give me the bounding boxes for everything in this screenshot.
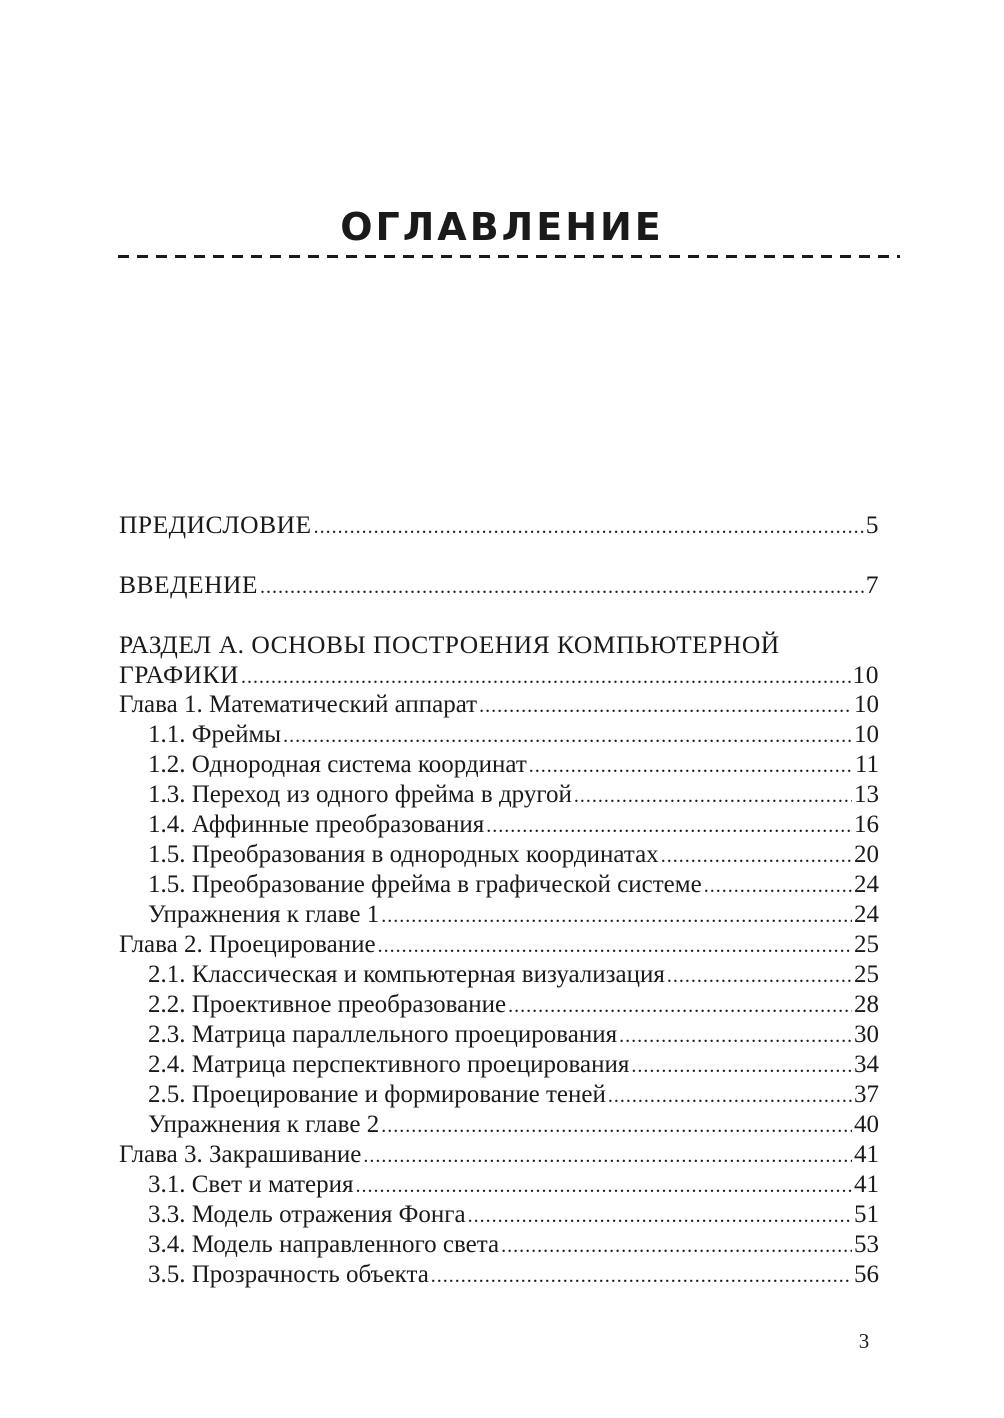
toc-entry-page: 16 <box>854 811 879 838</box>
toc-entry-label: Глава 3. Закрашивание <box>119 1141 362 1168</box>
toc-entry-label: 2.4. Матрица перспективного проецирования <box>148 1051 630 1078</box>
toc-leader-dots <box>468 1201 852 1231</box>
toc-leader-dots <box>608 1081 852 1111</box>
toc-entry-label: 3.4. Модель направленного света <box>148 1231 500 1258</box>
toc-entry-chapter-2[interactable] <box>119 930 879 960</box>
toc-entry-preface[interactable] <box>119 510 879 540</box>
toc-entry-label: 2.1. Классическая и компьютерная визуализация <box>148 961 665 988</box>
toc-leader-dots <box>378 931 852 961</box>
toc-entry-label: 3.5. Прозрачность объекта <box>148 1261 429 1288</box>
toc-entry-1-5b[interactable] <box>119 870 879 900</box>
toc-entry-page: 25 <box>854 931 879 958</box>
page-number: 3 <box>858 1329 870 1353</box>
toc-entry-page: 25 <box>854 961 879 988</box>
toc-leader-dots <box>631 1051 852 1081</box>
toc-entry-1-5a[interactable] <box>119 840 879 870</box>
toc-leader-dots <box>363 1141 852 1171</box>
toc-leader-dots <box>501 1231 852 1261</box>
toc-entry-1-4[interactable] <box>119 810 879 840</box>
toc-entry-page: 24 <box>854 901 879 928</box>
toc-entry-page: 28 <box>854 991 879 1018</box>
toc-leader-dots <box>283 721 852 751</box>
toc-entry-label: ПРЕДИСЛОВИЕ <box>119 510 312 539</box>
page-title: ОГЛАВЛЕНИЕ <box>340 205 664 249</box>
toc-entry-2-1[interactable] <box>119 960 879 990</box>
title-dashed-rule <box>118 255 900 258</box>
toc-entry-page: 10 <box>852 660 879 689</box>
toc-entry-1-1[interactable] <box>119 720 879 750</box>
toc-leader-dots <box>431 1261 852 1291</box>
toc-entry-label: 1.2. Однородная система координат <box>148 751 527 778</box>
toc-entry-page: 53 <box>854 1231 879 1258</box>
toc-entry-intro[interactable] <box>119 570 879 600</box>
toc-entry-page: 20 <box>854 841 879 868</box>
toc-entry-label: Глава 2. Проецирование <box>119 931 376 958</box>
toc-leader-dots <box>574 781 852 811</box>
toc-entry-3-4[interactable] <box>119 1230 879 1260</box>
toc-leader-dots <box>381 1111 852 1141</box>
toc-entry-chapter-3[interactable] <box>119 1140 879 1170</box>
toc-entry-label: 2.3. Матрица параллельного проецирования <box>148 1021 618 1048</box>
toc-leader-dots <box>314 512 864 542</box>
toc-entry-page: 30 <box>854 1021 879 1048</box>
toc-entry-label: ГРАФИКИ <box>119 660 239 689</box>
toc-leader-dots <box>479 691 852 721</box>
toc-entry-2-4[interactable] <box>119 1050 879 1080</box>
toc-entry-2-2[interactable] <box>119 990 879 1020</box>
toc-entry-3-5[interactable] <box>119 1260 879 1290</box>
toc-entry-label: 2.2. Проективное преобразование <box>148 991 507 1018</box>
toc-leader-dots <box>619 1021 852 1051</box>
toc-leader-dots <box>241 662 851 692</box>
toc-entry-label: 1.3. Переход из одного фрейма в другой <box>148 781 572 808</box>
toc-leader-dots <box>260 572 864 602</box>
toc-entry-exercises-2[interactable] <box>119 1110 879 1140</box>
toc-entry-chapter-1[interactable] <box>119 690 879 720</box>
toc-entry-page: 24 <box>854 871 879 898</box>
toc-entry-page: 11 <box>854 751 879 778</box>
toc-entry-1-2[interactable] <box>119 750 879 780</box>
toc-entry-2-5[interactable] <box>119 1080 879 1110</box>
toc-leader-dots <box>704 871 852 901</box>
table-of-contents <box>119 510 879 1290</box>
toc-leader-dots <box>661 841 852 871</box>
toc-entry-label: 1.5. Преобразования в однородных координатах <box>148 841 659 868</box>
toc-entry-page: 40 <box>854 1111 879 1138</box>
toc-entry-1-3[interactable] <box>119 780 879 810</box>
toc-section-a-title[interactable]: РАЗДЕЛ А. ОСНОВЫ ПОСТРОЕНИЯ КОМПЬЮТЕРНОЙ <box>119 630 780 659</box>
toc-entry-page: 7 <box>865 570 879 599</box>
toc-entry-page: 34 <box>854 1051 879 1078</box>
toc-leader-dots <box>381 901 852 931</box>
toc-entry-label: 1.4. Аффинные преобразования <box>148 811 485 838</box>
toc-entry-page: 10 <box>854 721 879 748</box>
toc-entry-page: 13 <box>854 781 879 808</box>
toc-entry-page: 10 <box>854 691 879 718</box>
toc-entry-page: 41 <box>854 1171 879 1198</box>
toc-entry-page: 56 <box>854 1261 879 1288</box>
toc-entry-label: 1.5. Преобразование фрейма в графической системе <box>148 871 702 898</box>
toc-entry-3-3[interactable] <box>119 1200 879 1230</box>
toc-entry-label: Упражнения к главе 2 <box>148 1111 380 1138</box>
toc-entry-label: Глава 1. Математический аппарат <box>119 691 478 718</box>
toc-leader-dots <box>486 811 852 841</box>
toc-entry-3-1[interactable] <box>119 1170 879 1200</box>
toc-entry-label: ВВЕДЕНИЕ <box>119 570 258 599</box>
toc-entry-2-3[interactable] <box>119 1020 879 1050</box>
toc-entry-label: Упражнения к главе 1 <box>148 901 380 928</box>
toc-entry-section-a[interactable] <box>119 660 879 690</box>
toc-entry-page: 51 <box>854 1201 879 1228</box>
toc-entry-label: 1.1. Фреймы <box>148 721 282 748</box>
toc-leader-dots <box>529 751 853 781</box>
toc-entry-exercises-1[interactable] <box>119 900 879 930</box>
toc-entry-page: 5 <box>865 510 879 539</box>
toc-entry-label: 3.3. Модель отражения Фонга <box>148 1201 466 1228</box>
toc-leader-dots <box>508 991 852 1021</box>
toc-entry-label: 3.1. Свет и материя <box>148 1171 354 1198</box>
toc-entry-page: 37 <box>854 1081 879 1108</box>
toc-leader-dots <box>355 1171 852 1201</box>
toc-entry-page: 41 <box>854 1141 879 1168</box>
toc-entry-label: 2.5. Проецирование и формирование теней <box>148 1081 606 1108</box>
toc-leader-dots <box>667 961 852 991</box>
